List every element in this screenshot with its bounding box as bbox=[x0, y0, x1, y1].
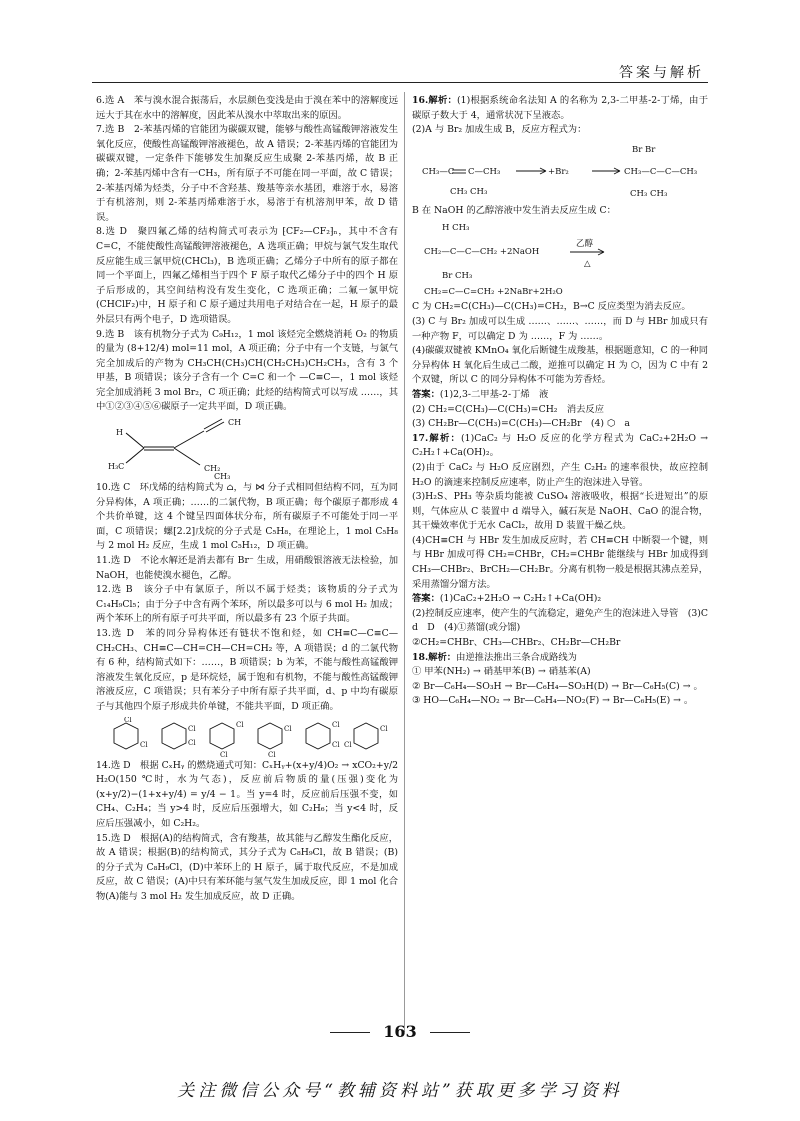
svg-text:△: △ bbox=[584, 259, 591, 270]
answer-18-route1: ① 甲苯(NH₂) → 硝基甲苯(B) → 硝基苯(A) bbox=[412, 666, 591, 678]
svg-text:Cl: Cl bbox=[380, 724, 388, 733]
svg-text:C—CH₃: C—CH₃ bbox=[468, 166, 501, 177]
reaction-a-to-b bbox=[420, 140, 708, 202]
svg-text:CH₃ CH₃: CH₃ CH₃ bbox=[450, 186, 488, 197]
answer-16-part6: (4)碳碳双键被 KMnO₄ 氧化后断键生成羧基，根据题意知，C 的一种同分异构体 H 氧化后生成己二酸，逆推可以确定 H 为 ⬡，因为 C 中有 2 个双键，所以 C 的同分异构体不可能为芳香烃。 bbox=[412, 345, 708, 386]
answer-12: 12.选 B 该分子中有氯原子，所以不属于烃类；该物质的分子式为 C₁₄H₉Cl₅；由于分子中含有两个苯环，所以最多可以与 6 mol H₂ 加成；两个苯环上的所有原子可共平面，所以最多有 23 个原子共面。 bbox=[96, 584, 398, 625]
answer-14: 14.选 D 根据 CₓHᵧ 的燃烧通式可知：CₓHᵧ+(x+y/4)O₂ → xCO₂+y/2 H₂O(150 ℃时，水为气态)，反应前后物质的量(压强)变化为 (x+y/2)−(1+x+y/4) = y/4 − 1。当 y=4 时，反应前后压强不变，如 CH₄、C₂H₄；当 y>4 时，反应后压强增大，如 C₂H₆；当 y<4 时，反应后压强减小，如 C₂H₂。 bbox=[96, 759, 398, 829]
answer-17-part1: (1)CaC₂ 与 H₂O 反应的化学方程式为 CaC₂+2H₂O → C₂H₂↑+Ca(OH)₂。 bbox=[412, 432, 708, 459]
answer-16-part2: (2)A 与 Br₂ 加成生成 B，反应方程式为： bbox=[412, 124, 587, 136]
header-title: 答案与解析 bbox=[619, 65, 704, 81]
svg-text:CH: CH bbox=[228, 418, 242, 428]
svg-text:CH₃ CH₃: CH₃ CH₃ bbox=[630, 188, 668, 199]
bromination-reaction-icon bbox=[420, 140, 710, 202]
svg-text:CH₃—C—C—CH₃: CH₃—C—C—CH₃ bbox=[624, 166, 698, 177]
answer-16-key-1: (1)2,3-二甲基-2-丁烯 液 bbox=[439, 388, 549, 400]
answer-17-part4: (4)CH≡CH 与 HBr 发生加成反应时，若 CH≡CH 中断裂一个键，则与 HBr 加成可得 CH₂=CHBr，CH₂=CHBr 能继续与 HBr 加成得到 CH₃—CHBr₂、BrCH₂—CH₂Br。分离有机物一般是根据其沸点差异，采用蒸馏分馏方法。 bbox=[412, 534, 708, 590]
svg-text:CH₂: CH₂ bbox=[204, 464, 221, 474]
answer-8: 8.选 D 聚四氟乙烯的结构简式可表示为 ⁅CF₂—CF₂⁆ₙ，其中不含有 C=C，不能使酸性高锰酸钾溶液褪色，A 选项正确；甲烷与氯气发生取代反应能生成三氯甲烷(CHCl₃)，B 选项正确；乙烯分子中所有的原子都在同一个平面上，四氟乙烯相当于四个 F 原子取代乙烯分子中的四个 H 原子后形成的，其空间结构没有发生变化，C 选项正确；二氟一氯甲烷(CHClF₂)中，H 原子和 C 原子通过共用电子对结合在一起，H 原子的最外层只有两个电子，D 选项错误。 bbox=[96, 226, 398, 325]
answer-15: 15.选 D 根据(A)的结构简式，含有羧基，故其能与乙醇发生酯化反应，故 A 错误；根据(B)的结构简式，其分子式为 C₈H₉Cl，故 B 错误；(B)的分子式为 C₈H₉Cl，(D)中苯环上的 H 原子，属于取代反应，不是加成反应，故 C 错误；(A)中只有苯环能与氢气发生加成反应，即 1 mol 化合物(A)能与 3 mol H₂ 发生加成反应，故 D 正确。 bbox=[96, 832, 398, 902]
right-column bbox=[412, 94, 718, 709]
answer-18-route3: ③ HO—C₆H₄—NO₂ → Br—C₆H₄—NO₂(F) → Br—C₆H₅(E) → 。 bbox=[412, 695, 694, 707]
column-divider bbox=[404, 92, 405, 1032]
svg-text:CH₂=C—C=CH₂ +2NaBr+2H₂O: CH₂=C—C=CH₂ +2NaBr+2H₂O bbox=[424, 287, 563, 298]
answer-6: 6.选 A 苯与溴水混合振荡后，水层颜色变浅是由于溴在苯中的溶解度远远大于其在水中的溶解度，因此苯从溴水中萃取出来的原因。 bbox=[96, 95, 398, 121]
answer-17-part2: (2)由于 CaC₂ 与 H₂O 反应剧烈，产生 C₂H₂ 的速率很快，故应控制 H₂O 的滴速来控制反应速率，防止产生的泡沫进入导管。 bbox=[412, 461, 708, 488]
answer-16-part5: (3) C 与 Br₂ 加成可以生成 ……、……、……，而 D 与 HBr 加成只有一种产物 F，可以确定 D 为 ……，F 为 ……。 bbox=[412, 315, 708, 342]
answer-10: 10.选 C 环戊烯的结构简式为 ⌂，与 ⋈ 分子式相同但结构不同，互为同分异构体，A 项正确；……的二氯代物，B 项正确；每个碳原子都形成 4 个共价单键，这 4 个键呈四面体状分布，所有碳原子不可能处于同一平面，C 项错误；螺[2.2]戊烷的分子式是 C₅H₈，在理论上，1 mol C₅H₈ 与 2 mol H₂ 反应，生成 1 mol C₅H₁₂，D 项正确。 bbox=[96, 482, 398, 552]
reaction-b-to-c bbox=[420, 220, 708, 298]
svg-text:乙醇: 乙醇 bbox=[576, 239, 594, 250]
answer-9: 9.选 B 该有机物分子式为 C₉H₁₂，1 mol 该烃完全燃烧消耗 O₂ 的物质的量为 (8+12/4) mol=11 mol，A 项正确；分子中有一个支链，与氯气完全加成后的产物为 CH₃CH(CH₃)CH(CH₂CH₃)CH₂CH₃，含有 3 个甲基，B 项错误；该分子含有一个 C=C 和一个 —C≡C—，1 mol 该烃完全加成消耗 3 mol Br₂，C 项正确；此烃的结构简式可以写成 ……，其中①②③④⑤⑥碳原子一定共平面，D 项正确。 bbox=[96, 328, 398, 413]
dichloro-isomer-icons bbox=[104, 717, 394, 757]
answer-17-key-label: 答案： bbox=[412, 593, 440, 605]
answer-16-key-label: 答案： bbox=[412, 388, 440, 400]
footer-slogan: 关注微信公众号“教辅资料站”获取更多学习资料 bbox=[177, 1081, 623, 1101]
answer-13: 13.选 D 苯的同分异构体还有链状不饱和烃，如 CH≡C—C≡C—CH₂CH₃、CH≡C—CH=CH—CH=CH₂ 等，A 项错误；d 的二氯代物有 6 种，结构简式如下：……，B 项错误；b 为苯，不能与酸性高锰酸钾溶液发生氧化反应，p 是环烷烃，属于饱和有机物，不能与酸性高锰酸钾溶液反应，C 项错误；只有苯分子中所有原子共平面，d、p 中均有碳原子与其他四个原子形成共价单键，不能共平面，D 项正确。 bbox=[96, 628, 398, 712]
svg-text:Cl: Cl bbox=[332, 740, 340, 749]
answer-18-label: 18.解析： bbox=[412, 651, 457, 663]
svg-text:H₃C: H₃C bbox=[108, 462, 125, 472]
structure-diagram-q9 bbox=[104, 417, 398, 479]
svg-text:Cl: Cl bbox=[188, 738, 196, 747]
answer-16-label: 16.解析： bbox=[412, 95, 458, 106]
answer-16-part3: B 在 NaOH 的乙醇溶液中发生消去反应生成 C： bbox=[412, 204, 616, 216]
svg-text:H CH₃: H CH₃ bbox=[442, 223, 470, 234]
svg-text:Cl: Cl bbox=[220, 750, 228, 757]
answer-18-route2: ② Br—C₆H₄—SO₃H → Br—C₆H₄—SO₃H(D) → Br—C₆H₅(C) → 。 bbox=[412, 680, 703, 692]
svg-text:Cl: Cl bbox=[344, 740, 352, 749]
answer-16-part4: C 为 CH₂=C(CH₃)—C(CH₃)=CH₂，B→C 反应类型为消去反应。 bbox=[412, 301, 691, 313]
svg-text:Br Br: Br Br bbox=[632, 144, 656, 155]
answer-17-key-1: (1)CaC₂+2H₂O → C₂H₂↑+Ca(OH)₂ bbox=[439, 593, 602, 605]
svg-text:Cl: Cl bbox=[236, 720, 244, 729]
svg-text:Cl: Cl bbox=[268, 750, 276, 757]
answer-17-key-3: ②CH₂=CHBr、CH₃—CHBr₂、CH₂Br—CH₂Br bbox=[412, 637, 621, 649]
svg-text:Cl: Cl bbox=[284, 724, 292, 733]
answer-17-key-2: (2)控制反应速率，使产生的气流稳定，避免产生的泡沫进入导管 (3)C d D (4)①蒸馏(或分馏) bbox=[412, 607, 718, 634]
svg-text:Cl: Cl bbox=[332, 720, 340, 729]
answer-7: 7.选 B 2-苯基丙烯的官能团为碳碳双键，能够与酸性高锰酸钾溶液发生氧化反应，使酸性高锰酸钾溶液褪色，故 A 错误；2-苯基丙烯的官能团为碳碳双键，一定条件下能够发生加聚反应生成聚 2-苯基丙烯，故 B 正确；2-苯基丙烯中含有一CH₃，所有原子不可能在同一平面，故 C 错误；2-苯基丙烯为烃类，分子中不含羟基、羧基等亲水基团，难溶于水，易溶于有机溶剂，则 2-苯基丙烯难溶于水，易溶于有机溶剂甲苯，故 D 错误。 bbox=[96, 124, 398, 223]
svg-text:Cl: Cl bbox=[124, 716, 132, 724]
footer-dash-right bbox=[430, 1032, 470, 1033]
svg-text:H: H bbox=[116, 428, 123, 438]
svg-text:CH₃: CH₃ bbox=[214, 472, 231, 480]
svg-text:Br CH₃: Br CH₃ bbox=[442, 271, 473, 282]
answer-11: 11.选 D 不论水解还是消去都有 Br⁻ 生成，用硝酸银溶液无法检验，加 NaOH，也能使溴水褪色，乙醇。 bbox=[96, 555, 398, 581]
answer-18-intro: 由逆推法推出三条合成路线为 bbox=[456, 651, 577, 663]
left-column bbox=[96, 94, 398, 905]
answer-17-part3: (3)H₂S、PH₃ 等杂质均能被 CuSO₄ 溶液吸收，根据“长进短出”的原则，气体应从 C 装置中 d 端导入，碱石灰是 NaOH、CaO 的混合物，其干燥效率优于无水 CaCl₂，故用 D 装置干燥乙炔。 bbox=[412, 491, 708, 532]
alkyne-structure-icon bbox=[104, 417, 304, 479]
svg-text:CH₂—C—C—CH₂ +2NaOH: CH₂—C—C—CH₂ +2NaOH bbox=[424, 247, 540, 258]
svg-text:Cl: Cl bbox=[140, 740, 148, 749]
answer-16-key-2: (2) CH₂=C(CH₃)—C(CH₃)=CH₂ 消去反应 bbox=[412, 403, 605, 415]
dichloro-structures-q13 bbox=[104, 717, 398, 757]
svg-text:Cl: Cl bbox=[188, 724, 196, 733]
elimination-reaction-icon bbox=[420, 220, 710, 298]
answer-16-part1: (1)根据系统命名法知 A 的名称为 2,3-二甲基-2-丁烯，由于碳原子数大于 4，通常状况下呈液态。 bbox=[412, 95, 708, 121]
svg-text:CH₃—C: CH₃—C bbox=[422, 166, 455, 177]
header-rule bbox=[92, 82, 708, 83]
answer-16-key-3: (3) CH₂Br—C(CH₃)=C(CH₃)—CH₂Br (4) ⬡ a bbox=[412, 418, 630, 430]
answer-17-label: 17.解析： bbox=[412, 432, 462, 444]
page-number: 163 bbox=[383, 1022, 417, 1041]
svg-text:+Br₂: +Br₂ bbox=[548, 166, 569, 177]
